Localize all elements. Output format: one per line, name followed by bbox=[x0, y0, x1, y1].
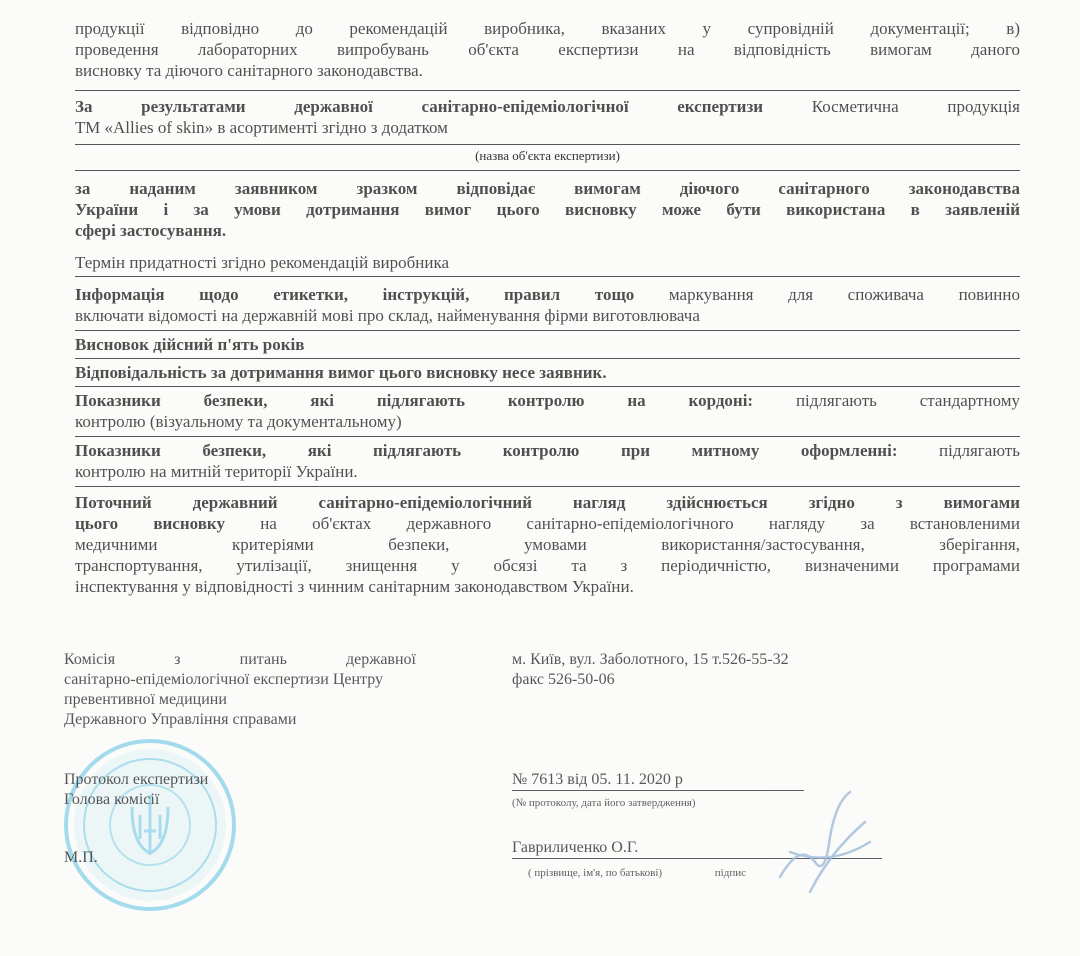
protocol-number-block bbox=[512, 770, 804, 813]
protocol-value: № 7613 від 05. 11. 2020 р bbox=[512, 770, 804, 791]
border-lead: Показники безпеки, які підлягають контролю на кордоні: bbox=[75, 391, 754, 410]
border-control-paragraph bbox=[75, 390, 1020, 432]
label-info-text-1: маркування для споживача повинно bbox=[634, 285, 1021, 304]
divider bbox=[75, 276, 1020, 277]
address-block bbox=[512, 650, 912, 690]
sign-caption: підпис bbox=[714, 867, 746, 879]
supervision-lead-1: Поточний державний санітарно-епідеміологічний нагляд здійснюється згідно з вимогами bbox=[75, 493, 1020, 512]
intro-line-2: проведення лабораторних випробувань об'єкта експертизи на відповідність вимогам даного bbox=[75, 40, 1020, 59]
intro-paragraph bbox=[75, 18, 1020, 60]
head-name: Гавриличенко О.Г. bbox=[512, 838, 882, 859]
supervision-text-2: на об'єктах державного санітарно-епідеміологічного нагляду за встановленими bbox=[224, 514, 1020, 533]
responsibility: Відповідальність за дотримання вимог цього висновку несе заявник. bbox=[75, 363, 607, 382]
divider bbox=[75, 144, 1020, 145]
intro-line-1: продукції відповідно до рекомендацій виробника, вказаних у супровідній документації; в) bbox=[75, 19, 1020, 38]
divider bbox=[75, 486, 1020, 487]
head-caption: ( прізвище, ім'я, по батькові) bbox=[528, 867, 663, 879]
shelf-life: Термін придатності згідно рекомендацій виробника bbox=[75, 253, 450, 272]
result-object-2: ТМ «Allies of skin» в асортименті згідно з додатком bbox=[75, 118, 448, 137]
label-info-lead: Інформація щодо етикетки, інструкцій, правил тощо bbox=[75, 285, 635, 304]
divider bbox=[75, 330, 1020, 331]
supervision-lead-2: цього висновку bbox=[75, 514, 225, 533]
commission-line-3: превентивної медицини bbox=[64, 691, 227, 708]
supervision-paragraph bbox=[75, 492, 1020, 597]
object-caption: (назва об'єкта експертизи) bbox=[475, 148, 620, 163]
customs-text-2: контролю на митній території України. bbox=[75, 462, 358, 481]
supervision-text-4: транспортування, утилізації, знищення у обсязі та з періодичністю, визначеними програмами bbox=[75, 556, 1020, 575]
customs-lead: Показники безпеки, які підлягають контролю при митному оформленні: bbox=[75, 441, 898, 460]
head-label: Голова комісії bbox=[64, 791, 160, 808]
supervision-text-3: медичними критеріями безпеки, умовами використання/застосування, зберігання, bbox=[75, 535, 1020, 554]
signature-labels bbox=[64, 770, 364, 810]
divider bbox=[75, 436, 1020, 437]
address: м. Київ, вул. Заболотного, 15 т.526-55-32 bbox=[512, 651, 789, 668]
divider bbox=[75, 358, 1020, 359]
result-object-1: Косметична продукція bbox=[763, 97, 1021, 116]
result-lead: За результатами державної санітарно-епідеміологічної експертизи bbox=[75, 97, 764, 116]
validity: Висновок дійсний п'ять років bbox=[75, 335, 305, 354]
fax: факс 526-50-06 bbox=[512, 671, 615, 688]
label-info-paragraph bbox=[75, 284, 1020, 326]
protocol-caption: (№ протоколу, дата його затвердження) bbox=[512, 797, 696, 809]
signature-icon bbox=[770, 782, 880, 902]
intro-line-3: висновку та діючого санітарного законодавства. bbox=[75, 61, 423, 80]
official-stamp-icon bbox=[60, 735, 240, 915]
result-paragraph bbox=[75, 96, 1020, 138]
conclusion-line-1: за наданим заявником зразком відповідає вимогам діючого санітарного законодавства bbox=[75, 179, 1020, 198]
divider bbox=[75, 386, 1020, 387]
commission-line-1: Комісія з питань державної bbox=[64, 651, 416, 668]
divider bbox=[75, 90, 1020, 91]
customs-paragraph bbox=[75, 440, 1020, 482]
conclusion-paragraph bbox=[75, 178, 1020, 241]
stamp-place-label: М.П. bbox=[64, 849, 98, 866]
label-info-text-2: включати відомості на державній мові про склад, найменування фірми виготовлювача bbox=[75, 306, 700, 325]
commission-block bbox=[64, 650, 484, 730]
commission-line-4: Державного Управління справами bbox=[64, 711, 297, 728]
commission-line-2: санітарно-епідеміологічної експертизи Центру bbox=[64, 671, 384, 688]
conclusion-line-2: України і за умови дотримання вимог цього висновку може бути використана в заявленій bbox=[75, 200, 1020, 219]
divider bbox=[75, 170, 1020, 171]
border-text-1: підлягають стандартному bbox=[753, 391, 1020, 410]
supervision-text-5: інспектування у відповідності з чинним санітарним законодавством України. bbox=[75, 577, 634, 596]
border-text-2: контролю (візуальному та документальному) bbox=[75, 412, 402, 431]
protocol-label: Протокол експертизи bbox=[64, 771, 209, 788]
customs-text-1: підлягають bbox=[897, 441, 1020, 460]
conclusion-line-3: сфері застосування. bbox=[75, 221, 227, 240]
